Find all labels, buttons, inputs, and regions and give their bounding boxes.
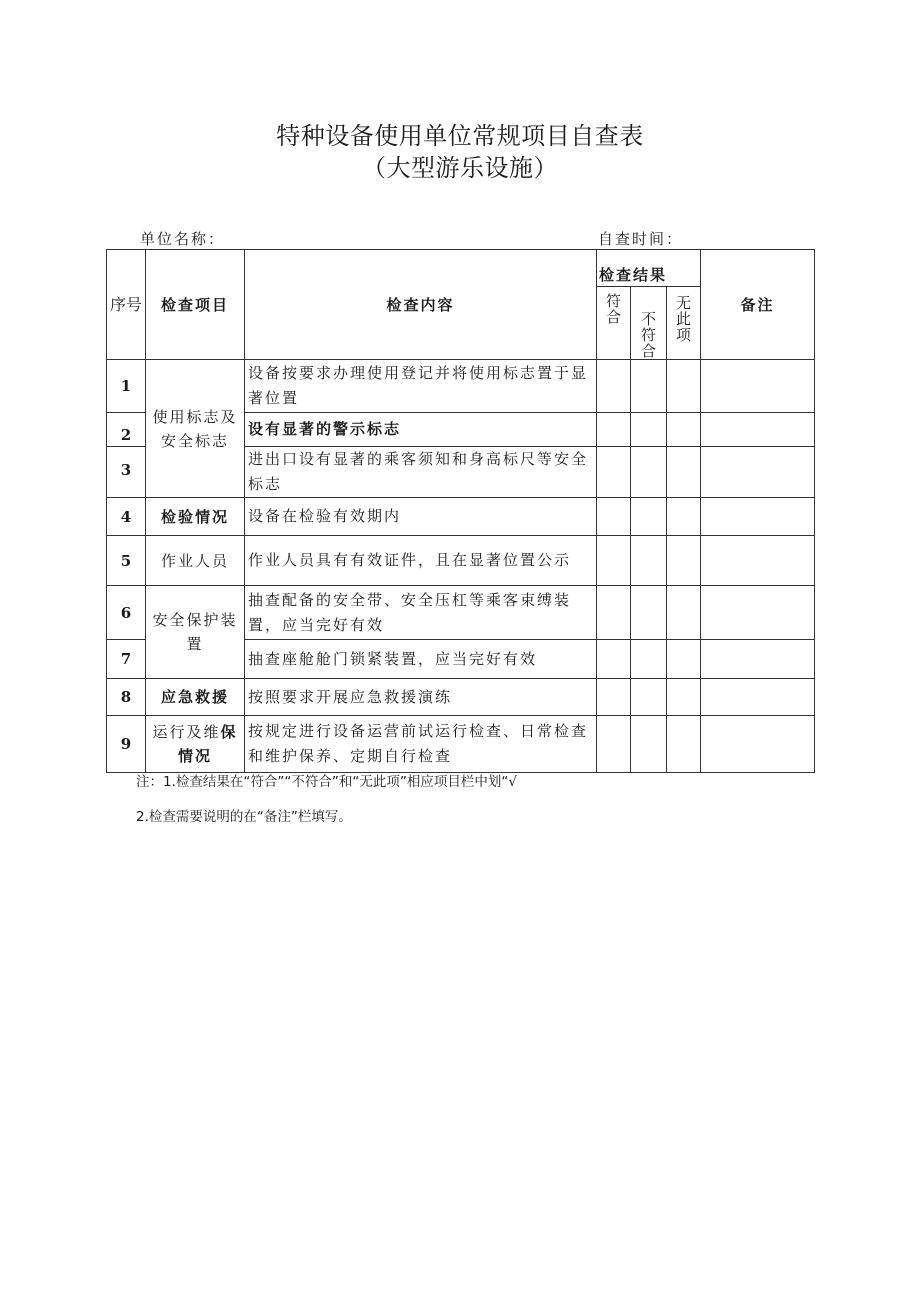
header-item: 检查项目 bbox=[146, 250, 245, 360]
result-conform-cell[interactable] bbox=[597, 679, 631, 716]
check-item: 安全保护装置 bbox=[146, 586, 245, 679]
check-item: 应急救援 bbox=[146, 679, 245, 716]
table-row bbox=[107, 679, 815, 716]
check-content: 设备按要求办理使用登记并将使用标志置于显著位置 bbox=[245, 360, 597, 413]
result-nonconform-cell[interactable] bbox=[631, 586, 667, 640]
row-number: 1 bbox=[107, 360, 146, 413]
result-conform-cell[interactable] bbox=[597, 536, 631, 586]
row-number: 6 bbox=[107, 586, 146, 640]
check-content: 进出口设有显著的乘客须知和身高标尺等安全标志 bbox=[245, 447, 597, 498]
result-nonconform-cell[interactable] bbox=[631, 360, 667, 413]
remark-cell[interactable] bbox=[701, 413, 815, 447]
check-content: 设有显著的警示标志 bbox=[245, 413, 597, 447]
header-result: 检查结果 bbox=[597, 250, 701, 287]
result-na-cell[interactable] bbox=[667, 447, 701, 498]
result-na-cell[interactable] bbox=[667, 586, 701, 640]
note-1: 注：1.检查结果在“符合”“不符合”和“无此项”相应项目栏中划“√ bbox=[136, 774, 517, 790]
remark-cell[interactable] bbox=[701, 716, 815, 773]
check-item: 使用标志及安全标志 bbox=[146, 360, 245, 498]
result-conform-cell[interactable] bbox=[597, 360, 631, 413]
check-content: 按规定进行设备运营前试运行检查、日常检查和维护保养、定期自行检查 bbox=[245, 716, 597, 773]
result-nonconform-cell[interactable] bbox=[631, 498, 667, 536]
remark-cell[interactable] bbox=[701, 498, 815, 536]
row-number: 5 bbox=[107, 536, 146, 586]
row-number: 2 bbox=[107, 413, 146, 447]
result-conform-cell[interactable] bbox=[597, 447, 631, 498]
result-nonconform-cell[interactable] bbox=[631, 640, 667, 679]
check-item: 检验情况 bbox=[146, 498, 245, 536]
remark-cell[interactable] bbox=[701, 447, 815, 498]
row-number: 8 bbox=[107, 679, 146, 716]
result-na-cell[interactable] bbox=[667, 498, 701, 536]
result-conform-cell[interactable] bbox=[597, 498, 631, 536]
note-2: 2.检查需要说明的在“备注”栏填写。 bbox=[136, 809, 352, 825]
check-content: 按照要求开展应急救援演练 bbox=[245, 679, 597, 716]
remark-cell[interactable] bbox=[701, 586, 815, 640]
row-number: 7 bbox=[107, 640, 146, 679]
row-number: 4 bbox=[107, 498, 146, 536]
result-na-cell[interactable] bbox=[667, 360, 701, 413]
check-item: 作业人员 bbox=[146, 536, 245, 586]
check-content: 作业人员具有有效证件，且在显著位置公示 bbox=[245, 536, 597, 586]
table-row bbox=[107, 536, 815, 586]
header-remark: 备注 bbox=[701, 250, 815, 360]
check-content: 抽查座舱舱门锁紧装置，应当完好有效 bbox=[245, 640, 597, 679]
remark-cell[interactable] bbox=[701, 536, 815, 586]
result-conform-cell[interactable] bbox=[597, 413, 631, 447]
result-conform-cell[interactable] bbox=[597, 586, 631, 640]
result-conform-cell[interactable] bbox=[597, 716, 631, 773]
header-conform: 符合 bbox=[597, 287, 631, 360]
result-nonconform-cell[interactable] bbox=[631, 447, 667, 498]
form-title: 特种设备使用单位常规项目自查表 bbox=[276, 122, 644, 150]
remark-cell[interactable] bbox=[701, 360, 815, 413]
result-nonconform-cell[interactable] bbox=[631, 716, 667, 773]
header-nonconform: 不符合 bbox=[631, 287, 667, 360]
table-row bbox=[107, 360, 815, 413]
header-not-applicable: 无此项 bbox=[667, 287, 701, 360]
self-check-table bbox=[106, 249, 815, 773]
result-nonconform-cell[interactable] bbox=[631, 413, 667, 447]
table-row bbox=[107, 586, 815, 640]
table-row bbox=[107, 716, 815, 773]
check-time-label: 自查时间： bbox=[598, 230, 684, 248]
form-subtitle: （大型游乐设施） bbox=[362, 154, 558, 182]
result-na-cell[interactable] bbox=[667, 536, 701, 586]
result-nonconform-cell[interactable] bbox=[631, 536, 667, 586]
check-content: 设备在检验有效期内 bbox=[245, 498, 597, 536]
check-content: 抽查配备的安全带、安全压杠等乘客束缚装置，应当完好有效 bbox=[245, 586, 597, 640]
result-na-cell[interactable] bbox=[667, 679, 701, 716]
row-number: 9 bbox=[107, 716, 146, 773]
table-row bbox=[107, 498, 815, 536]
remark-cell[interactable] bbox=[701, 640, 815, 679]
result-nonconform-cell[interactable] bbox=[631, 679, 667, 716]
result-na-cell[interactable] bbox=[667, 640, 701, 679]
header-seq: 序号 bbox=[107, 250, 146, 360]
unit-name-label: 单位名称： bbox=[140, 230, 226, 248]
check-item: 运行及维保 情况 bbox=[146, 716, 245, 773]
remark-cell[interactable] bbox=[701, 679, 815, 716]
result-conform-cell[interactable] bbox=[597, 640, 631, 679]
result-na-cell[interactable] bbox=[667, 716, 701, 773]
row-number: 3 bbox=[107, 447, 146, 498]
result-na-cell[interactable] bbox=[667, 413, 701, 447]
header-content: 检查内容 bbox=[245, 250, 597, 360]
